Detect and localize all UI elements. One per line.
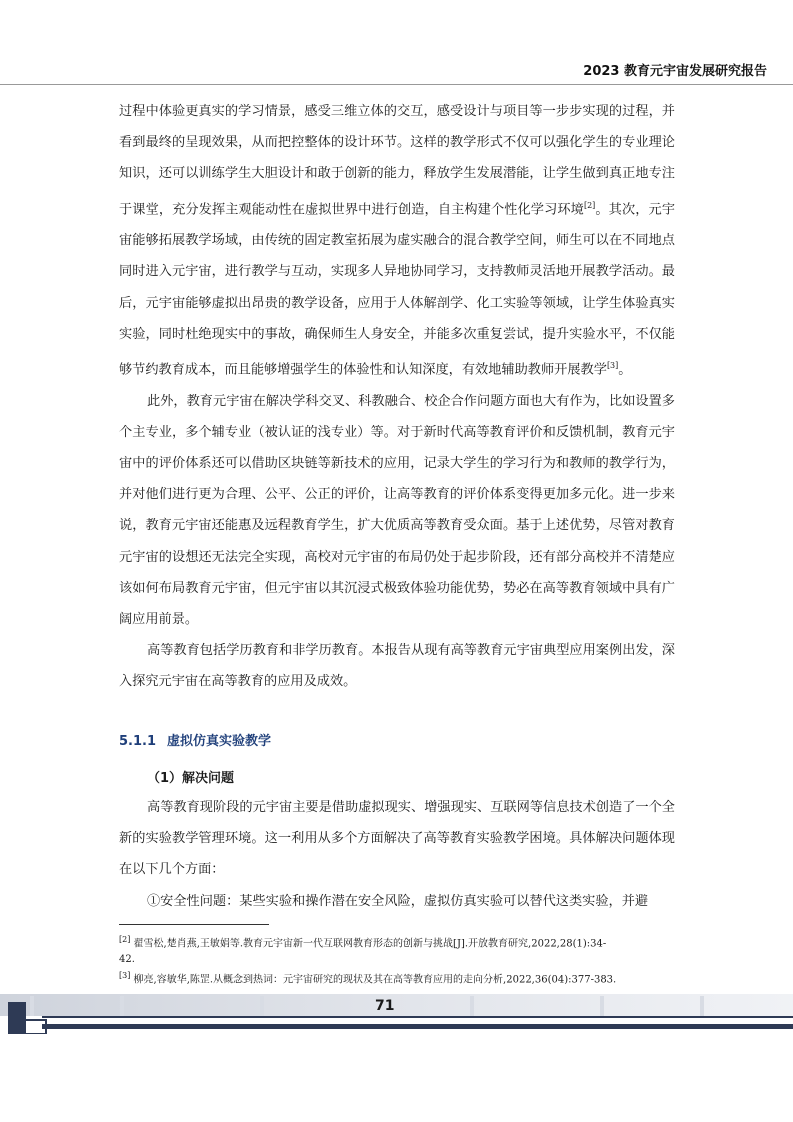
- footer-line-top: [42, 1016, 793, 1018]
- footnotes: [119, 932, 619, 989]
- paragraph-1: [119, 96, 675, 386]
- ref-2: [2]: [583, 200, 596, 210]
- section-title: 虚拟仿真实验教学: [167, 734, 272, 749]
- footnote-2-mark: [2]: [119, 935, 131, 944]
- paragraph-2: 此外，教育元宇宙在解决学科交叉、科教融合、校企合作问题方面也大有作为，比如设置多个主专业，多个辅专业（被认证的浅专业）等。对于新时代高等教育评价和反馈机制，教育元宇宙中的评价体系还可以借助区块链等新技术的应用，记录大学生的学习行为和教师的教学行为，并对他们进行更为合理、公平、公正的评价，让高等教育的评价体系变得更加多元化。进一步来说，教育元宇宙还能惠及远程教育学生，扩大优质高等教育受众面。基于上述优势，尽管对教育元宇宙的设想还无法完全实现，高校对元宇宙的布局仍处于起步阶段，还有部分高校并不清楚应该如何布局教育元宇宙，但元宇宙以其沉浸式极致体验功能优势，势必在高等教育领域中具有广阔应用前景。: [119, 393, 675, 628]
- footnote-divider: [119, 924, 269, 925]
- subsection-heading: （1）解决问题: [147, 771, 235, 786]
- ref-3: [3]: [606, 361, 619, 371]
- paragraph-3: 高等教育包括学历教育和非学历教育。本报告从现有高等教育元宇宙典型应用案例出发，深入探究元宇宙在高等教育的应用及成效。: [119, 643, 675, 690]
- footnote-3: [119, 968, 619, 988]
- footer-block-dark: [8, 1002, 26, 1034]
- paragraph-4: 高等教育现阶段的元宇宙主要是借助虚拟现实、增强现实、互联网等信息技术创造了一个全新的实验教学管理环境。这一利用从多个方面解决了高等教育实验教学困境。具体解决问题体现在以下几个方面：: [119, 800, 675, 878]
- footnote-3-text: 柳亮,容敏华,陈罡.从概念到热词：元宇宙研究的现状及其在高等教育应用的走向分析,2022,36(04):377-383.: [130, 974, 617, 986]
- header-divider: [0, 84, 793, 85]
- footer-decoration: [0, 994, 793, 1034]
- footnote-3-mark: [3]: [119, 971, 131, 981]
- footnote-2: [119, 932, 619, 968]
- paragraph-1-part-b: 。其次，元宇宙能够拓展教学场域，由传统的固定教室拓展为虚实融合的混合教学空间，师生可以在不同地点同时进入元宇宙，进行教学与互动，实现多人异地协同学习，支持教师灵活地开展教学活动。最后，元宇宙能够虚拟出昂贵的教学设备，应用于人体解剖学、化工实验等领域，让学生体验真实实验，同时杜绝现实中的事故，确保师生人身安全，并能多次重复尝试，提升实验水平，不仅能够节约教育成本，而且能够增强学生的体验性和认知深度，有效地辅助教师开展教学: [119, 202, 676, 378]
- page-number: 71: [375, 998, 395, 1014]
- section-number: 5.1.1: [119, 734, 157, 749]
- section-heading: [119, 730, 271, 749]
- body-text-top: [119, 96, 675, 698]
- paragraph-1-part-c: 。: [618, 362, 632, 378]
- report-title: 2023 教育元宇宙发展研究报告: [583, 64, 767, 79]
- paragraph-1-part-a: 过程中体验更真实的学习情景，感受三维立体的交互，感受设计与项目等一步步实现的过程，并看到最终的呈现效果，从而把控整体的设计环节。这样的教学形式不仅可以强化学生的专业理论知识，还可以训练学生大胆设计和敢于创新的能力，释放学生发展潜能，让学生做到真正地专注于课堂，充分发挥主观能动性在虚拟世界中进行创造，自主构建个性化学习环境: [119, 104, 675, 217]
- footnote-2-text: 翟雪松,楚肖燕,王敏娟等.教育元宇宙新一代互联网教育形态的创新与挑战[J].开放教育研究,2022,28(1):34-42.: [119, 938, 607, 966]
- footer-line-bottom: [42, 1024, 793, 1029]
- paragraph-5: ①安全性问题：某些实验和操作潜在安全风险，虚拟仿真实验可以替代这类实验，并避: [147, 893, 649, 909]
- body-text-bottom: [119, 792, 675, 917]
- footer-band: [0, 994, 793, 1016]
